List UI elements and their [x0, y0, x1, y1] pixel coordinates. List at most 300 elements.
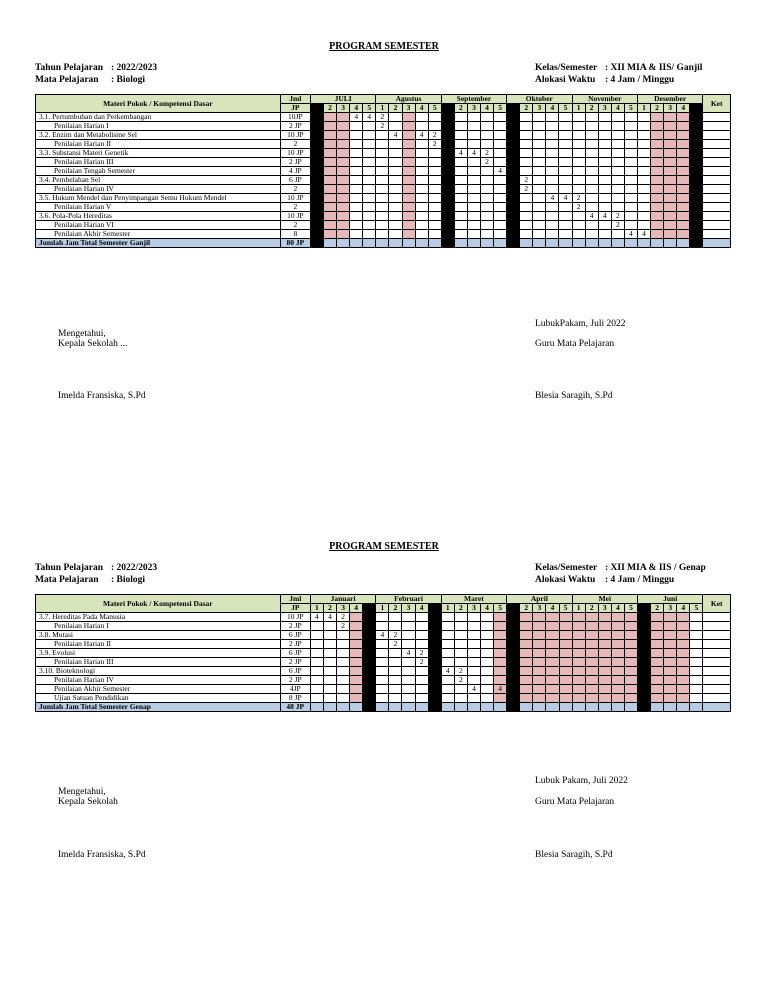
month-header: April: [507, 595, 572, 604]
week-cell: [572, 694, 585, 703]
week-cell: [363, 622, 376, 631]
month-header: Mei: [572, 595, 637, 604]
ket-cell: [703, 649, 731, 658]
week-cell: [402, 622, 415, 631]
materi-cell: Ujian Satuan Pendidikan: [36, 694, 281, 703]
week-cell: [467, 613, 480, 622]
week-cell: [611, 613, 624, 622]
ket-cell: [703, 703, 731, 712]
alokasi-label: Alokasi Waktu: [535, 575, 596, 585]
week-header: 2: [454, 104, 467, 113]
jml-header: Jml: [280, 95, 310, 104]
week-cell: 2: [376, 122, 389, 131]
week-cell: [389, 703, 402, 712]
week-header: 3: [467, 604, 480, 613]
ket-header: Ket: [703, 95, 731, 113]
week-cell: [611, 640, 624, 649]
week-cell: [507, 685, 520, 694]
week-cell: [585, 640, 598, 649]
week-cell: [376, 649, 389, 658]
week-header: 2: [651, 104, 664, 113]
month-header: September: [441, 95, 506, 104]
tahun-label: Tahun Pelajaran: [35, 63, 104, 73]
week-cell: [520, 649, 533, 658]
week-cell: [598, 658, 611, 667]
week-cell: 2: [415, 658, 428, 667]
week-cell: [494, 676, 507, 685]
week-cell: 4: [467, 149, 480, 158]
week-cell: [507, 640, 520, 649]
week-cell: [690, 685, 703, 694]
week-cell: [467, 676, 480, 685]
week-cell: 2: [376, 113, 389, 122]
kepala-sekolah-name: Imelda Fransiska, S.Pd: [58, 850, 146, 860]
week-cell: [389, 676, 402, 685]
week-cell: [677, 703, 690, 712]
mapel-label: Mata Pelajaran: [35, 575, 99, 585]
week-cell: [611, 622, 624, 631]
week-cell: [428, 631, 441, 640]
materi-cell: 3.4. Pembelahan Sel: [36, 176, 281, 185]
week-cell: [624, 694, 637, 703]
week-cell: [611, 676, 624, 685]
week-cell: [389, 694, 402, 703]
week-cell: 4: [389, 131, 402, 140]
week-cell: [337, 667, 350, 676]
week-header: 3: [533, 604, 546, 613]
week-cell: [546, 658, 559, 667]
table-row: [36, 658, 731, 667]
week-cell: [690, 640, 703, 649]
ket-cell: [703, 613, 731, 622]
week-header: 2: [323, 604, 336, 613]
week-cell: [664, 658, 677, 667]
jp-cell: 4 JP: [280, 167, 310, 176]
week-header: 5: [624, 104, 637, 113]
week-cell: [585, 703, 598, 712]
week-cell: [638, 703, 651, 712]
week-cell: [415, 613, 428, 622]
week-header: 1: [376, 104, 389, 113]
materi-header: Materi Pokok / Kompetensi Dasar: [36, 595, 281, 613]
week-cell: [533, 640, 546, 649]
week-cell: [428, 649, 441, 658]
week-cell: [480, 622, 493, 631]
week-header: 4: [480, 604, 493, 613]
week-cell: [507, 658, 520, 667]
week-cell: [402, 667, 415, 676]
week-cell: 4: [402, 649, 415, 658]
week-cell: [310, 694, 323, 703]
week-cell: [520, 676, 533, 685]
week-header: 4: [415, 604, 428, 613]
jp-cell: 2: [280, 185, 310, 194]
week-cell: [389, 658, 402, 667]
week-cell: [546, 640, 559, 649]
week-cell: [467, 649, 480, 658]
materi-cell: 3.6. Pola-Pola Hereditas: [36, 212, 281, 221]
week-cell: [638, 694, 651, 703]
week-cell: [507, 631, 520, 640]
week-cell: 2: [428, 140, 441, 149]
week-cell: 4: [624, 230, 637, 239]
week-cell: [533, 649, 546, 658]
week-cell: 2: [454, 667, 467, 676]
jp-cell: 10JP: [280, 113, 310, 122]
week-cell: [533, 631, 546, 640]
jp-cell: 2: [280, 140, 310, 149]
week-header: 2: [389, 104, 402, 113]
ket-cell: [703, 694, 731, 703]
header-row: [36, 595, 731, 604]
week-cell: [546, 694, 559, 703]
month-header: JULI: [310, 95, 375, 104]
week-cell: 4: [637, 230, 650, 239]
week-cell: [533, 613, 546, 622]
week-cell: [494, 649, 507, 658]
week-cell: [441, 703, 454, 712]
week-cell: [337, 676, 350, 685]
jp-cell: 2 JP: [280, 622, 310, 631]
week-cell: [428, 667, 441, 676]
week-cell: [533, 658, 546, 667]
week-cell: [690, 658, 703, 667]
week-cell: [376, 613, 389, 622]
table-row: [36, 631, 731, 640]
week-cell: [520, 631, 533, 640]
week-cell: [350, 622, 363, 631]
week-cell: [402, 613, 415, 622]
materi-cell: 3.1. Pertumbuhan dan Perkembangan: [36, 113, 281, 122]
week-cell: [664, 613, 677, 622]
jp-cell: 8: [280, 230, 310, 239]
week-cell: [415, 631, 428, 640]
week-cell: [533, 622, 546, 631]
week-cell: [677, 622, 690, 631]
week-cell: [546, 622, 559, 631]
week-cell: [441, 676, 454, 685]
week-cell: [323, 658, 336, 667]
materi-cell: 3.3. Substansi Materi Genetik: [36, 149, 281, 158]
week-cell: [507, 622, 520, 631]
week-cell: [546, 685, 559, 694]
week-cell: 4: [507, 176, 520, 185]
week-cell: 2: [520, 185, 533, 194]
week-cell: [690, 631, 703, 640]
week-cell: [441, 685, 454, 694]
kelas-value: : XII MIA & IIS/ Ganjil: [605, 63, 703, 73]
week-cell: [664, 631, 677, 640]
jp-cell: 10 JP: [280, 149, 310, 158]
week-header: 5: [494, 604, 507, 613]
week-cell: [585, 658, 598, 667]
week-header: 2: [520, 104, 533, 113]
week-header: 4: [677, 604, 690, 613]
week-cell: [638, 685, 651, 694]
week-cell: [598, 649, 611, 658]
mengetahui-label: Mengetahui,: [58, 329, 106, 339]
week-cell: [415, 640, 428, 649]
materi-cell: Penilaian Harian I: [36, 122, 281, 131]
week-cell: [507, 703, 520, 712]
week-cell: [467, 622, 480, 631]
week-cell: [337, 703, 350, 712]
week-cell: [389, 622, 402, 631]
materi-cell: 3.5. Hukum Mendel dan Penyimpangan Semu Hukum Mendel: [36, 194, 281, 203]
jp-cell: 6 JP: [280, 649, 310, 658]
week-cell: [572, 685, 585, 694]
week-cell: [480, 649, 493, 658]
week-cell: [651, 622, 664, 631]
week-cell: [664, 622, 677, 631]
week-cell: 4: [598, 212, 611, 221]
week-cell: 4: [494, 167, 507, 176]
week-header: 5: [690, 604, 703, 613]
kepala-sekolah-label: Kepala Sekolah ...: [58, 339, 128, 349]
week-cell: [572, 676, 585, 685]
week-cell: [651, 640, 664, 649]
week-cell: 4: [454, 149, 467, 158]
week-cell: [402, 640, 415, 649]
week-cell: [638, 667, 651, 676]
week-cell: [677, 649, 690, 658]
week-cell: [638, 658, 651, 667]
table-row: [36, 613, 731, 622]
week-cell: [337, 694, 350, 703]
week-cell: [520, 667, 533, 676]
week-cell: [611, 703, 624, 712]
week-cell: [559, 649, 572, 658]
week-cell: [402, 703, 415, 712]
week-cell: [598, 685, 611, 694]
week-cell: [441, 613, 454, 622]
week-header: 1: [637, 104, 650, 113]
week-cell: [363, 694, 376, 703]
week-cell: [415, 667, 428, 676]
guru-name: Blesia Saragih, S.Pd: [535, 391, 613, 401]
week-cell: [690, 703, 703, 712]
week-header: 2: [389, 604, 402, 613]
week-cell: 2: [480, 149, 493, 158]
week-cell: [428, 622, 441, 631]
jp-cell: 6 JP: [280, 631, 310, 640]
week-cell: [651, 613, 664, 622]
mapel-value: : Biologi: [111, 75, 146, 85]
week-cell: [651, 676, 664, 685]
week-cell: [638, 631, 651, 640]
mapel-value: : Biologi: [111, 575, 146, 585]
jp-cell: 10 JP: [280, 613, 310, 622]
week-cell: [520, 613, 533, 622]
jp-cell: 2 JP: [280, 676, 310, 685]
alokasi-value: : 4 Jam / Minggu: [605, 75, 675, 85]
week-header: 2: [585, 104, 598, 113]
week-cell: [323, 667, 336, 676]
week-cell: [480, 667, 493, 676]
week-cell: [467, 640, 480, 649]
week-cell: [624, 685, 637, 694]
table-row: [36, 685, 731, 694]
week-header: 5: [624, 604, 637, 613]
week-cell: [376, 694, 389, 703]
total-jp: 48 JP: [280, 703, 310, 712]
week-cell: [428, 685, 441, 694]
ket-cell: [703, 667, 731, 676]
week-cell: [585, 613, 598, 622]
week-cell: [559, 685, 572, 694]
week-cell: 4: [376, 631, 389, 640]
week-cell: [363, 658, 376, 667]
week-cell: [363, 676, 376, 685]
week-cell: [323, 649, 336, 658]
week-cell: 4: [363, 113, 376, 122]
week-header: 2: [651, 604, 664, 613]
materi-cell: Penilaian Harian II: [36, 140, 281, 149]
week-cell: [585, 649, 598, 658]
week-cell: [494, 658, 507, 667]
week-cell: [350, 613, 363, 622]
week-header: 3: [467, 104, 480, 113]
week-cell: 4: [310, 613, 323, 622]
week-cell: [572, 613, 585, 622]
week-cell: [546, 631, 559, 640]
week-cell: [533, 685, 546, 694]
week-cell: 2: [611, 212, 624, 221]
week-cell: [467, 694, 480, 703]
total-jp: 80 JP: [280, 239, 310, 248]
program-semester-table: [35, 594, 731, 712]
week-cell: [677, 640, 690, 649]
week-cell: 2: [572, 194, 585, 203]
week-cell: [323, 685, 336, 694]
month-header: Februari: [376, 595, 441, 604]
week-cell: [310, 667, 323, 676]
week-cell: [520, 658, 533, 667]
week-cell: [533, 694, 546, 703]
week-header: 4: [350, 104, 363, 113]
jp-cell: 2 JP: [280, 158, 310, 167]
kelas-value: : XII MIA & IIS / Genap: [605, 563, 706, 573]
week-cell: [323, 676, 336, 685]
week-cell: [310, 640, 323, 649]
week-cell: [441, 622, 454, 631]
week-cell: [323, 622, 336, 631]
jml-header: Jml: [280, 595, 310, 604]
week-cell: [441, 658, 454, 667]
week-cell: [638, 640, 651, 649]
week-cell: [467, 703, 480, 712]
materi-cell: 3.8. Mutasi: [36, 631, 281, 640]
week-header: 4: [480, 104, 493, 113]
week-cell: [624, 622, 637, 631]
week-cell: [664, 694, 677, 703]
materi-cell: Penilaian Harian III: [36, 658, 281, 667]
week-cell: [559, 631, 572, 640]
week-cell: [310, 685, 323, 694]
week-cell: [415, 703, 428, 712]
materi-cell: Penilaian Harian IV: [36, 676, 281, 685]
materi-header: Materi Pokok / Kompetensi Dasar: [36, 95, 281, 113]
table-row: [36, 694, 731, 703]
week-cell: [546, 703, 559, 712]
week-cell: 4: [494, 685, 507, 694]
week-cell: [664, 649, 677, 658]
week-cell: [677, 685, 690, 694]
week-cell: [664, 667, 677, 676]
week-cell: [454, 622, 467, 631]
place-date: LubukPakam, Juli 2022: [535, 319, 626, 329]
total-label: Jumlah Jam Total Semester Genap: [36, 703, 281, 712]
week-cell: [428, 694, 441, 703]
week-cell: [363, 703, 376, 712]
week-header: 3: [664, 604, 677, 613]
week-header: 4: [415, 104, 428, 113]
week-cell: [651, 649, 664, 658]
week-cell: [507, 676, 520, 685]
week-cell: [664, 685, 677, 694]
week-cell: [350, 685, 363, 694]
week-cell: [310, 676, 323, 685]
kelas-label: Kelas/Semester: [535, 63, 598, 73]
week-cell: [376, 640, 389, 649]
week-cell: 2: [389, 631, 402, 640]
week-cell: [520, 640, 533, 649]
materi-cell: Penilaian Harian I: [36, 622, 281, 631]
week-cell: [611, 658, 624, 667]
jp-cell: 6 JP: [280, 176, 310, 185]
week-cell: [677, 667, 690, 676]
week-cell: [598, 640, 611, 649]
page-title: PROGRAM SEMESTER: [329, 41, 439, 52]
week-header: 2: [324, 104, 337, 113]
week-cell: [624, 667, 637, 676]
week-cell: [363, 640, 376, 649]
week-cell: [638, 613, 651, 622]
week-cell: [624, 658, 637, 667]
week-cell: [598, 622, 611, 631]
week-cell: 4: [585, 212, 598, 221]
jp-cell: 6 JP: [280, 667, 310, 676]
month-header: Desember: [637, 95, 702, 104]
week-cell: [611, 667, 624, 676]
week-cell: [428, 613, 441, 622]
week-cell: [598, 703, 611, 712]
week-cell: [454, 613, 467, 622]
week-cell: [677, 613, 690, 622]
week-header: 5: [494, 104, 507, 113]
week-header: 1: [310, 604, 323, 613]
week-cell: [389, 649, 402, 658]
week-cell: [664, 640, 677, 649]
week-header: 3: [664, 104, 677, 113]
week-cell: 2: [611, 221, 624, 230]
week-header: 3: [533, 104, 546, 113]
week-cell: [690, 622, 703, 631]
week-cell: [415, 676, 428, 685]
week-cell: [559, 622, 572, 631]
week-cell: [494, 613, 507, 622]
week-cell: 4: [350, 113, 363, 122]
ket-cell: [703, 631, 731, 640]
week-cell: [402, 658, 415, 667]
week-cell: [441, 649, 454, 658]
week-cell: [310, 631, 323, 640]
week-cell: [546, 613, 559, 622]
week-cell: 4: [323, 613, 336, 622]
jp-cell: 4JP: [280, 685, 310, 694]
week-cell: [376, 622, 389, 631]
week-cell: [454, 631, 467, 640]
